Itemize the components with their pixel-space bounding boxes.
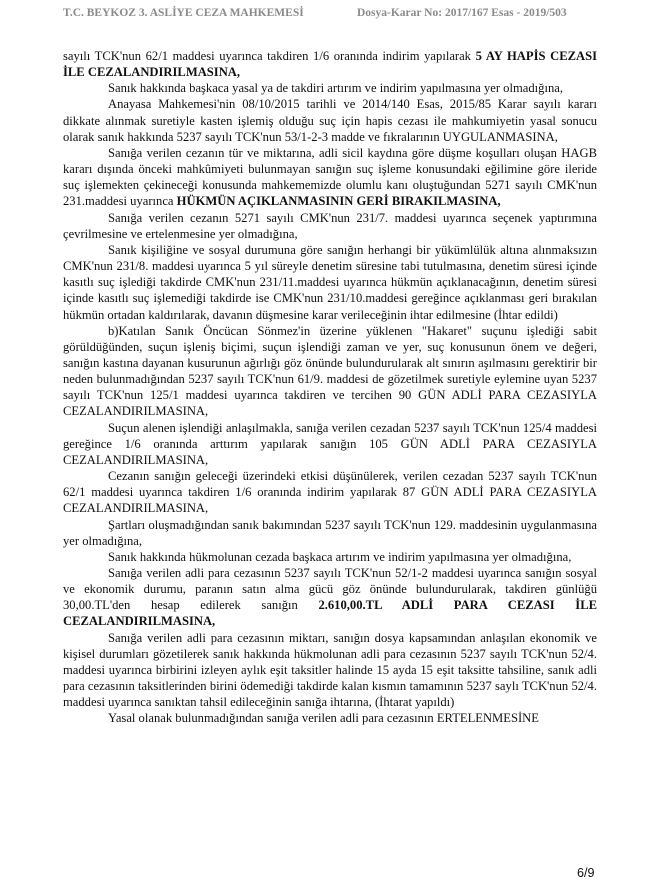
paragraph [63,80,597,96]
page-number: 6/9 [577,866,595,880]
paragraph [63,145,597,210]
paragraph [63,210,597,242]
paragraph [63,468,597,516]
text-run: Sanık hakkında hükmolunan cezada başkaca artırım ve indirim yapılmasına yer olmadığına, [108,549,572,564]
paragraph [63,565,597,630]
text-run: Anayasa Mahkemesi'nin 08/10/2015 tarihli ve 2014/140 Esas, 2015/85 Karar sayılı kararı dikkate alınmak suretiyle kasten işlemiş olduğu suç için hapis cezası ile mahkumiyetin yasal sonucu olarak sanık hakkında 5237 sayılı TCK'nun 53/1-2-3 madde ve fıkralarının UYGULANMASINA, [63,97,597,144]
text-run: Sanığa verilen adli para cezasının 5237 sayılı TCK'nun 52/1-2 maddesi uyarınca sanığın sosyal ve ekonomik durumu, paranın satın alma gücü göz önünde bulundurularak, takdiren günlüğü 30,00.TL'den hesap edilerek sanığın [63,566,597,613]
text-run: Sanık kişiliğine ve sosyal durumuna göre sanığın herhangi bir yükümlülük altına alınmaksızın CMK'nun 231/8. maddesi uyarınca 5 yıl süreyle denetim süresine tabi tutulmasına, denetim süresi içinde kasıtlı suç işlediği takdirde CMK'nun 231/11.maddesi uyarınca hükmün açıklanacağının, denetim süresi içinde kasıtlı suç işlemediği takdirde ise CMK'nun 231/10.maddesi gereğince açıklanması geri bırakılan hükmün ortadan kaldırılarak, davanın düşmesine karar verileceğinin ihtar edilmesine (İhtar edildi) [63,242,597,322]
paragraph [63,48,597,80]
paragraph [63,630,597,711]
text-run: Suçun alenen işlendiği anlaşılmakla, sanığa verilen cezadan 5237 sayılı TCK'nun 125/4 maddesi gereğince 1/6 oranında arttırım yapılarak sanığın 105 GÜN ADLİ PARA CEZASIYLA CEZALANDIRILMASINA, [63,420,597,467]
text-run: Şartları oluşmadığından sanık bakımından 5237 sayılı TCK'nun 129. maddesinin uygulanmasına yer olmadığına, [63,517,597,548]
text-run: Sanığa verilen cezanın tür ve miktarına, adli sicil kaydına göre düşme koşulları oluşan HAGB kararı dışında önceki mahkûmiyeti bulunmayan sanığın suç işleme konusundaki eğilimine göre ileride suç işlemekten çekineceği konusunda mahkememizde olumlu kanı oluştuğundan 5271 sayılı CMK'nun 231.maddesi uyarınca [63,145,597,209]
paragraph [63,517,597,549]
paragraph [63,323,597,420]
text-run: Sanığa verilen adli para cezasının miktarı, sanığın dosya kapsamından anlaşılan ekonomik ve kişisel durumları gözetilerek sanık hakkında hükmolunan adli para cezasının 5237 sayılı TCK'nun 52/4. maddesi uyarınca birbirini izleyen aylık eşit taksitler halinde 15 ayda 15 eşit taksitte tahsiline, sanık adli para cezasının taksitlerinden birini ödemediği takdirde kalan kısmın tamamının 5237 saylı TCK'nun 52/4. maddesi uyarınca sanıktan tahsil edileceğinin sanığa ihtarına, (İhtarat yapıldı) [63,630,597,710]
text-run: b)Katılan Sanık Öncücan Sönmez'in üzerine yüklenen "Hakaret" suçunu işlediği sabit görüldüğünden, suçun işleniş biçimi, suçun işlendiği zaman ve yer, suç konusunun önem ve değeri, sanığın kastına dayanan kusurunun ağırlığı göz önünde bulundurularak alt sınırın aşılmasını gerektirir bir neden bulunmadığından 5237 sayılı TCK'nun 61/9. maddesi de gözetilmek suretiyle eylemine uyan 5237 sayılı TCK'nun 125/1 maddesi uyarınca takdiren ve tercihen 90 GÜN ADLİ PARA CEZASIYLA CEZALANDIRILMASINA, [63,323,597,419]
paragraph [63,96,597,144]
paragraph [63,710,597,726]
text-run: Cezanın sanığın geleceği üzerindeki etkisi düşünülerek, verilen cezadan 5237 sayılı TCK'nun 62/1 maddesi uyarınca takdiren 1/6 oranında indirim yapılarak 87 GÜN ADLİ PARA CEZASIYLA CEZALANDIRILMASINA, [63,469,597,516]
text-run: sayılı TCK'nun 62/1 maddesi uyarınca takdiren 1/6 oranında indirim yapılarak [63,49,476,63]
text-run: Sanığa verilen cezanın 5271 sayılı CMK'nun 231/7. maddesi uyarınca seçenek yaptırımına çevrilmesine ve ertelenmesine yer olmadığına, [63,210,597,241]
document-body [63,48,597,727]
text-run: Yasal olanak bulunmadığından sanığa verilen adli para cezasının ERTELENMESİNE [108,711,539,726]
case-number: Dosya-Karar No: 2017/167 Esas - 2019/503 [357,7,567,19]
court-name: T.C. BEYKOZ 3. ASLİYE CEZA MAHKEMESİ [63,7,304,19]
paragraph [63,420,597,468]
bold-text: 5 AY HAPİS CEZASI İLE CEZALANDIRILMASINA, [63,49,598,80]
text-run: Sanık hakkında başkaca yasal ya de takdiri artırım ve indirim yapılmasına yer olmadığına, [108,81,563,96]
bold-text: HÜKMÜN AÇIKLANMASININ GERİ BIRAKILMASINA, [176,194,501,209]
paragraph [63,242,597,323]
page-header [0,7,650,23]
bold-text: 2.610,00.TL ADLİ PARA CEZASI İLE CEZALANDIRILMASINA, [63,598,597,629]
paragraph [63,549,597,565]
